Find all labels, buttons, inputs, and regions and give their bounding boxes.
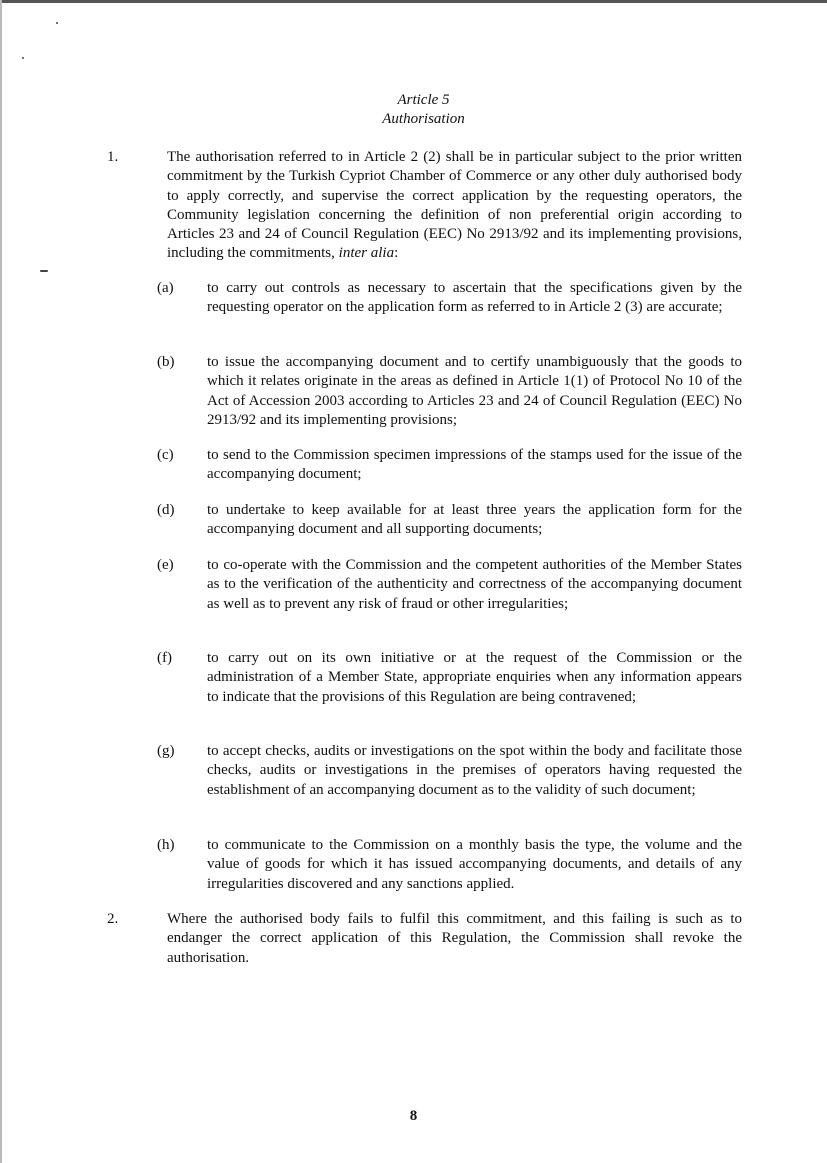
item-label-c: (c) xyxy=(157,447,174,463)
paragraph-2-text: Where the authorised body fails to fulfil this commitment, and this failing is such as to endanger the correct application of this Regulation, the Commission shall revoke the authorisation. xyxy=(167,911,742,966)
item-label-h: (h) xyxy=(157,837,175,853)
item-text-a: to carry out controls as necessary to ascertain that the specifications given by the requesting operator on the application form as referred to in Article 2 (3) are accurate; xyxy=(207,280,742,316)
item-text-d: to undertake to keep available for at least three years the application form for the accompanying document and all supporting documents; xyxy=(207,502,742,538)
item-label-d: (d) xyxy=(157,502,175,518)
article-subtitle: Authorisation xyxy=(382,111,465,127)
scan-speck xyxy=(22,57,24,59)
paragraph-number: 1. xyxy=(107,149,119,165)
item-label-f: (f) xyxy=(157,650,172,666)
item-text-b: to issue the accompanying document and to certify unambiguously that the goods to which it relates originate in the areas as defined in Article 1(1) of Protocol No 10 of the Act of Accession 2003 according to Articles 23 and 24 of Council Regulation (EEC) No 2913/92 and its implementing provisions; xyxy=(207,354,742,428)
item-label-b: (b) xyxy=(157,354,175,370)
item-label-g: (g) xyxy=(157,743,175,759)
paragraph-1-colon: : xyxy=(394,245,399,262)
item-label-e: (e) xyxy=(157,557,174,573)
article-title: Article 5 xyxy=(397,92,450,108)
item-text-e: to co-operate with the Commission and the competent authorities of the Member States as to the verification of the authenticity and correctness of the accompanying document as well as to prevent any risk of fraud or other irregularities; xyxy=(207,557,742,612)
paragraph-1-text xyxy=(167,148,742,264)
item-text-f: to carry out on its own initiative or at the request of the Commission or the administration of a Member State, appropriate enquiries when any information appears to indicate that the provisions of this Regulation are being contravened; xyxy=(207,650,742,705)
item-text-h: to communicate to the Commission on a monthly basis the type, the volume and the value of goods for which it has issued accompanying documents, and details of any irregularities discovered and any sanctions applied. xyxy=(207,837,742,892)
paragraph-1-body: The authorisation referred to in Article 2 (2) shall be in particular subject to the prior written commitment by the Turkish Cypriot Chamber of Commerce or any other duly authorised body to apply correctly, and supervise the correct application by the requesting operators, the Community legislation concerning the definition of non preferential origin according to Articles 23 and 24 of Council Regulation (EEC) No 2913/92 and its implementing provisions, including the commitments, xyxy=(167,149,742,262)
item-label-a: (a) xyxy=(157,280,174,296)
page-number: 8 xyxy=(409,1108,418,1124)
scan-top-border xyxy=(0,0,827,3)
item-text-c: to send to the Commission specimen impressions of the stamps used for the issue of the accompanying document; xyxy=(207,447,742,483)
paragraph-1-italic: inter alia xyxy=(338,245,395,262)
scan-left-border xyxy=(0,0,2,1163)
paragraph-number: 2. xyxy=(107,911,119,927)
item-text-g: to accept checks, audits or investigations on the spot within the body and facilitate those checks, audits or investigations in the premises of operators having requested the establishment of an accompanying document as to the validity of such document; xyxy=(207,743,742,798)
scan-speck xyxy=(56,22,58,24)
scan-speck xyxy=(40,270,48,272)
